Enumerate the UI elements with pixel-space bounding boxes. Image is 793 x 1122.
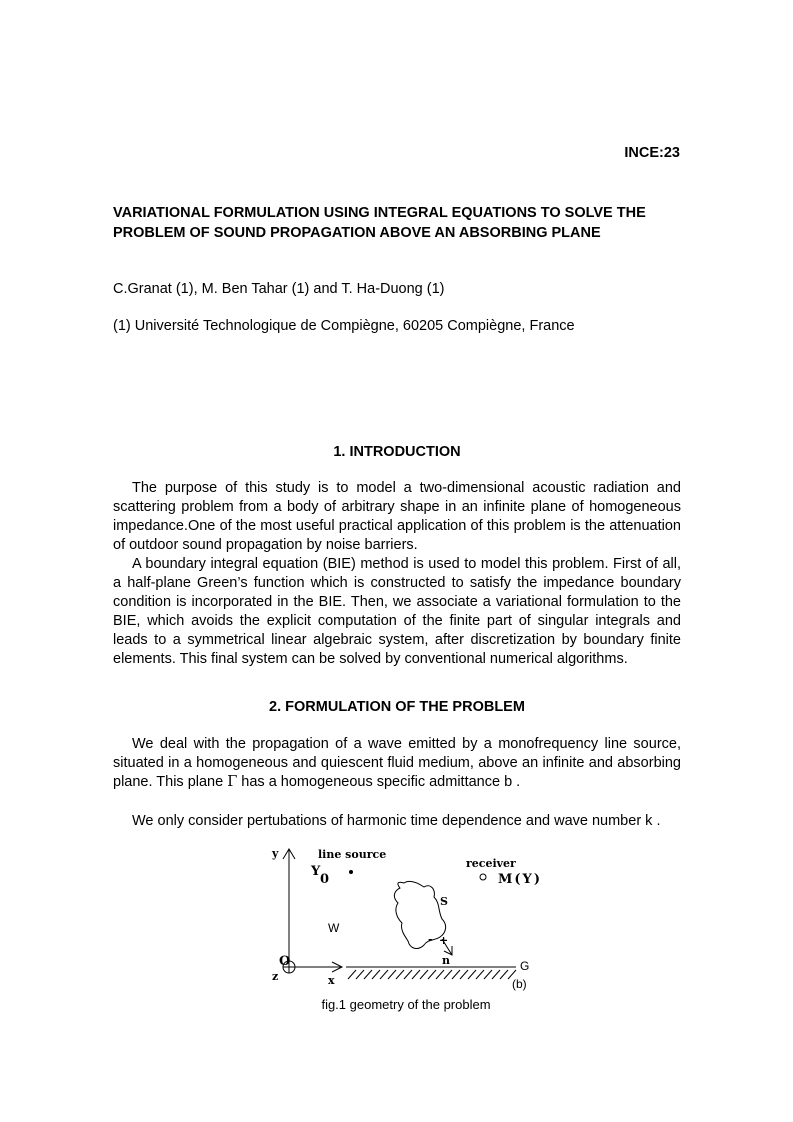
z-axis-label: z [272, 970, 279, 983]
minus-label: - [428, 933, 433, 946]
domain-label-w: W [328, 921, 340, 935]
receiver-point-label: M(Y) [498, 872, 542, 887]
formulation-text-a: We deal with the propagation of a wave emitted by a monofrequency line source, situated in a homogeneous and quiescent fluid medium, above an infinite and absorbing plane. This plane [113, 736, 681, 790]
figure-caption: fig.1 geometry of the problem [321, 997, 491, 1012]
y0-label: Y [311, 864, 321, 879]
normal-label-n: n [442, 954, 450, 967]
x-axis-label: x [328, 974, 335, 987]
affiliation: (1) Université Technologique de Compiègne, 60205 Compiègne, France [113, 318, 575, 334]
scattering-body [394, 881, 445, 948]
paper-reference: INCE:23 [624, 145, 680, 161]
gamma-symbol: Γ [227, 774, 238, 790]
formulation-paragraph-2: We only consider pertubations of harmonic time dependence and wave number k . [132, 813, 661, 829]
plane-label-g: G [520, 959, 530, 973]
body-label-s: S [440, 895, 448, 908]
paper-title: VARIATIONAL FORMULATION USING INTEGRAL EQUATIONS TO SOLVE THE PROBLEM OF SOUND PROPAGATION ABOVE AN ABSORBING PLANE [113, 205, 646, 241]
plane-hatching [348, 970, 516, 979]
y-axis-label: y [272, 847, 279, 860]
intro-paragraph-1: The purpose of this study is to model a two-dimensional acoustic radiation and scattering problem from a body of arbitrary shape in an infinite plane of homogeneous impedance.One of the most useful practical application of this problem is the attenuation of outdoor sound propagation by noise barriers. [113, 480, 681, 553]
line-source-label: line source [318, 848, 387, 861]
authors: C.Granat (1), M. Ben Tahar (1) and T. Ha-Duong (1) [113, 281, 445, 297]
receiver-label: receiver [466, 857, 516, 870]
admittance-label-b: (b) [512, 977, 527, 991]
origin-label: O [279, 954, 291, 969]
section-heading-formulation: 2. FORMULATION OF THE PROBLEM [269, 699, 525, 715]
geometry-diagram [258, 843, 548, 998]
receiver-circle [480, 874, 486, 880]
intro-paragraph-2: A boundary integral equation (BIE) method is used to model this problem. First of all, a half-plane Green’s function which is constructed to satisfy the impedance boundary condition is incorporated in the BIE. Then, we associate a variational formulation to the BIE, which avoids the explicit computation of the finite part of singular integrals and leads to a symmetrical linear algebraic system, after discretization by boundary finite elements. This final system can be solved by conventional numerical algorithms. [113, 556, 681, 667]
y0-subscript: 0 [320, 872, 330, 887]
plus-label: + [439, 934, 449, 947]
section-heading-introduction: 1. INTRODUCTION [333, 444, 461, 460]
formulation-paragraph-1 [113, 735, 681, 792]
figure-geometry [258, 843, 548, 998]
line-source-dot [349, 870, 353, 874]
formulation-text-b: has a homogeneous specific admittance b . [237, 774, 521, 790]
